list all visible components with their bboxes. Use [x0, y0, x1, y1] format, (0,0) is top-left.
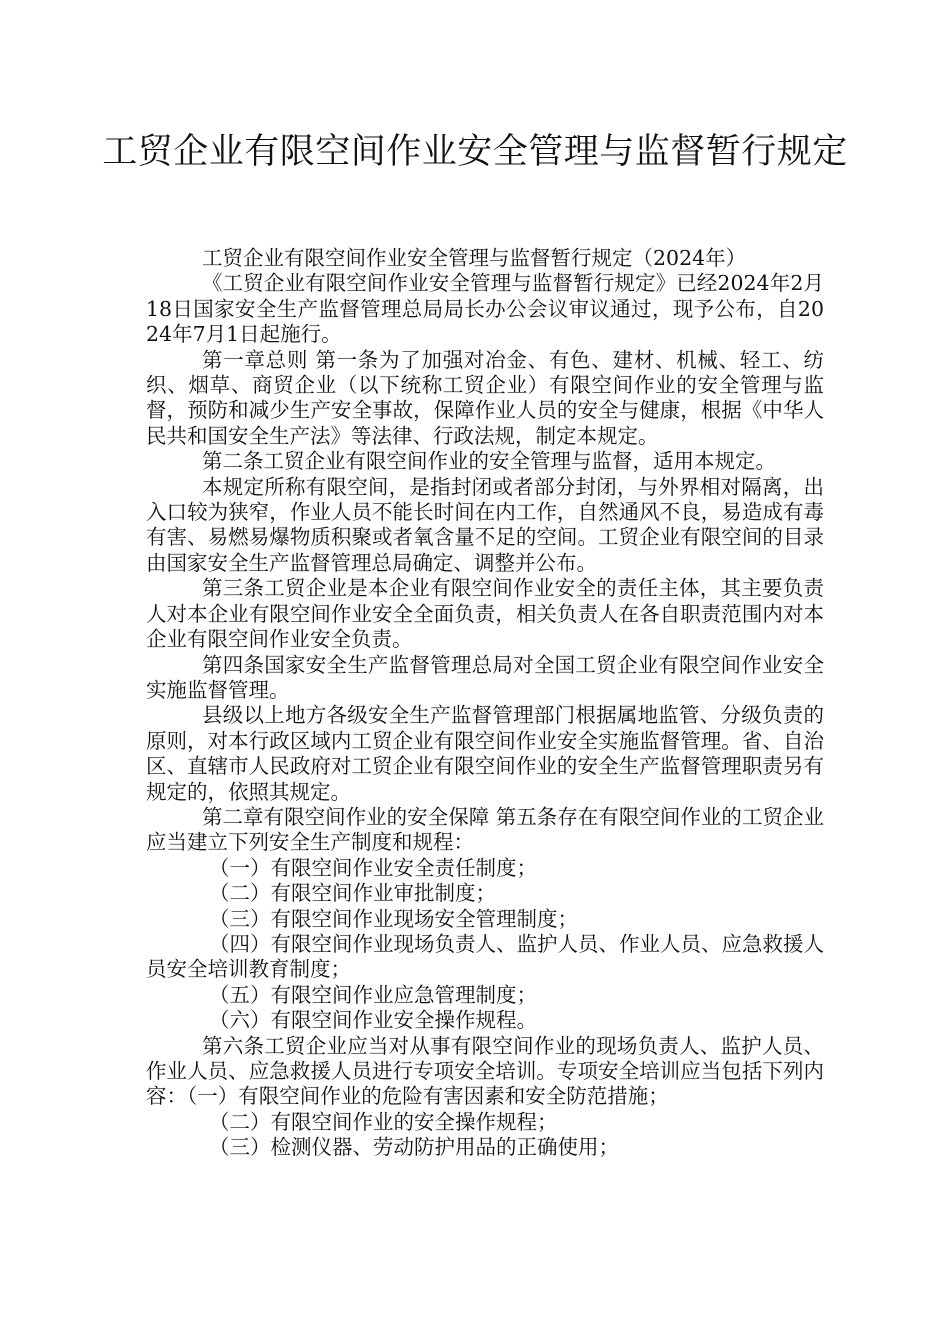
paragraph-local-supervision: 县级以上地方各级安全生产监督管理部门根据属地监管、分级负责的原则，对本行政区域内工贸企业有限空间作业安全实施监督管理。省、自治区、直辖市人民政府对工贸企业有限空间作业的安全生产监督管理职责另有规定的，依照其规定。 — [146, 703, 824, 804]
document-body — [146, 246, 824, 1161]
paragraph-definition: 本规定所称有限空间，是指封闭或者部分封闭，与外界相对隔离，出入口较为狭窄，作业人员不能长时间在内工作，自然通风不良，易造成有毒有害、易燃易爆物质积聚或者氧含量不足的空间。工贸企业有限空间的目录由国家安全生产监督管理总局确定、调整并公布。 — [146, 474, 824, 575]
paragraph-article-2: 第二条工贸企业有限空间作业的安全管理与监督，适用本规定。 — [202, 449, 776, 474]
paragraph-article-4: 第四条国家安全生产监督管理总局对全国工贸企业有限空间作业安全实施监督管理。 — [146, 652, 824, 702]
document-title: 工贸企业有限空间作业安全管理与监督暂行规定 — [102, 132, 848, 172]
list-item-5: （五）有限空间作业应急管理制度； — [209, 982, 537, 1007]
paragraph-article-5: 第二章有限空间作业的安全保障 第五条存在有限空间作业的工贸企业应当建立下列安全生产制度和规程： — [146, 804, 824, 855]
paragraph-announcement: 《工贸企业有限空间作业安全管理与监督暂行规定》已经2024年2月18日国家安全生产监督管理总局局长办公会议审议通过，现予公布，自2024年7月1日起施行。 — [146, 271, 824, 347]
list-item-2: （二）有限空间作业审批制度； — [209, 881, 496, 906]
paragraph-article-6: 第六条工贸企业应当对从事有限空间作业的现场负责人、监护人员、作业人员、应急救援人员进行专项安全培训。专项安全培训应当包括下列内容：（一）有限空间作业的危险有害因素和安全防范措施； — [146, 1033, 824, 1109]
list-item-1: （一）有限空间作业安全责任制度； — [209, 855, 537, 880]
list-item-3: （三）有限空间作业现场安全管理制度； — [209, 906, 578, 931]
paragraph-article-3: 第三条工贸企业是本企业有限空间作业安全的责任主体，其主要负责人对本企业有限空间作业安全全面负责，相关负责人在各自职责范围内对本企业有限空间作业安全负责。 — [146, 576, 824, 652]
list-item-6: （六）有限空间作业安全操作规程。 — [209, 1008, 537, 1033]
paragraph-article-1: 第一章总则 第一条为了加强对冶金、有色、建材、机械、轻工、纺织、烟草、商贸企业（以下统称工贸企业）有限空间作业的安全管理与监督，预防和减少生产安全事故，保障作业人员的安全与健康，根据《中华人民共和国安全生产法》等法律、行政法规，制定本规定。 — [146, 347, 824, 448]
training-item-3: （三）检测仪器、劳动防护用品的正确使用； — [209, 1135, 619, 1160]
paragraph-heading-line: 工贸企业有限空间作业安全管理与监督暂行规定（2024年） — [202, 246, 747, 270]
training-item-2: （二）有限空间作业的安全操作规程； — [209, 1109, 558, 1134]
list-item-4: （四）有限空间作业现场负责人、监护人员、作业人员、应急救援人员安全培训教育制度； — [146, 931, 824, 982]
